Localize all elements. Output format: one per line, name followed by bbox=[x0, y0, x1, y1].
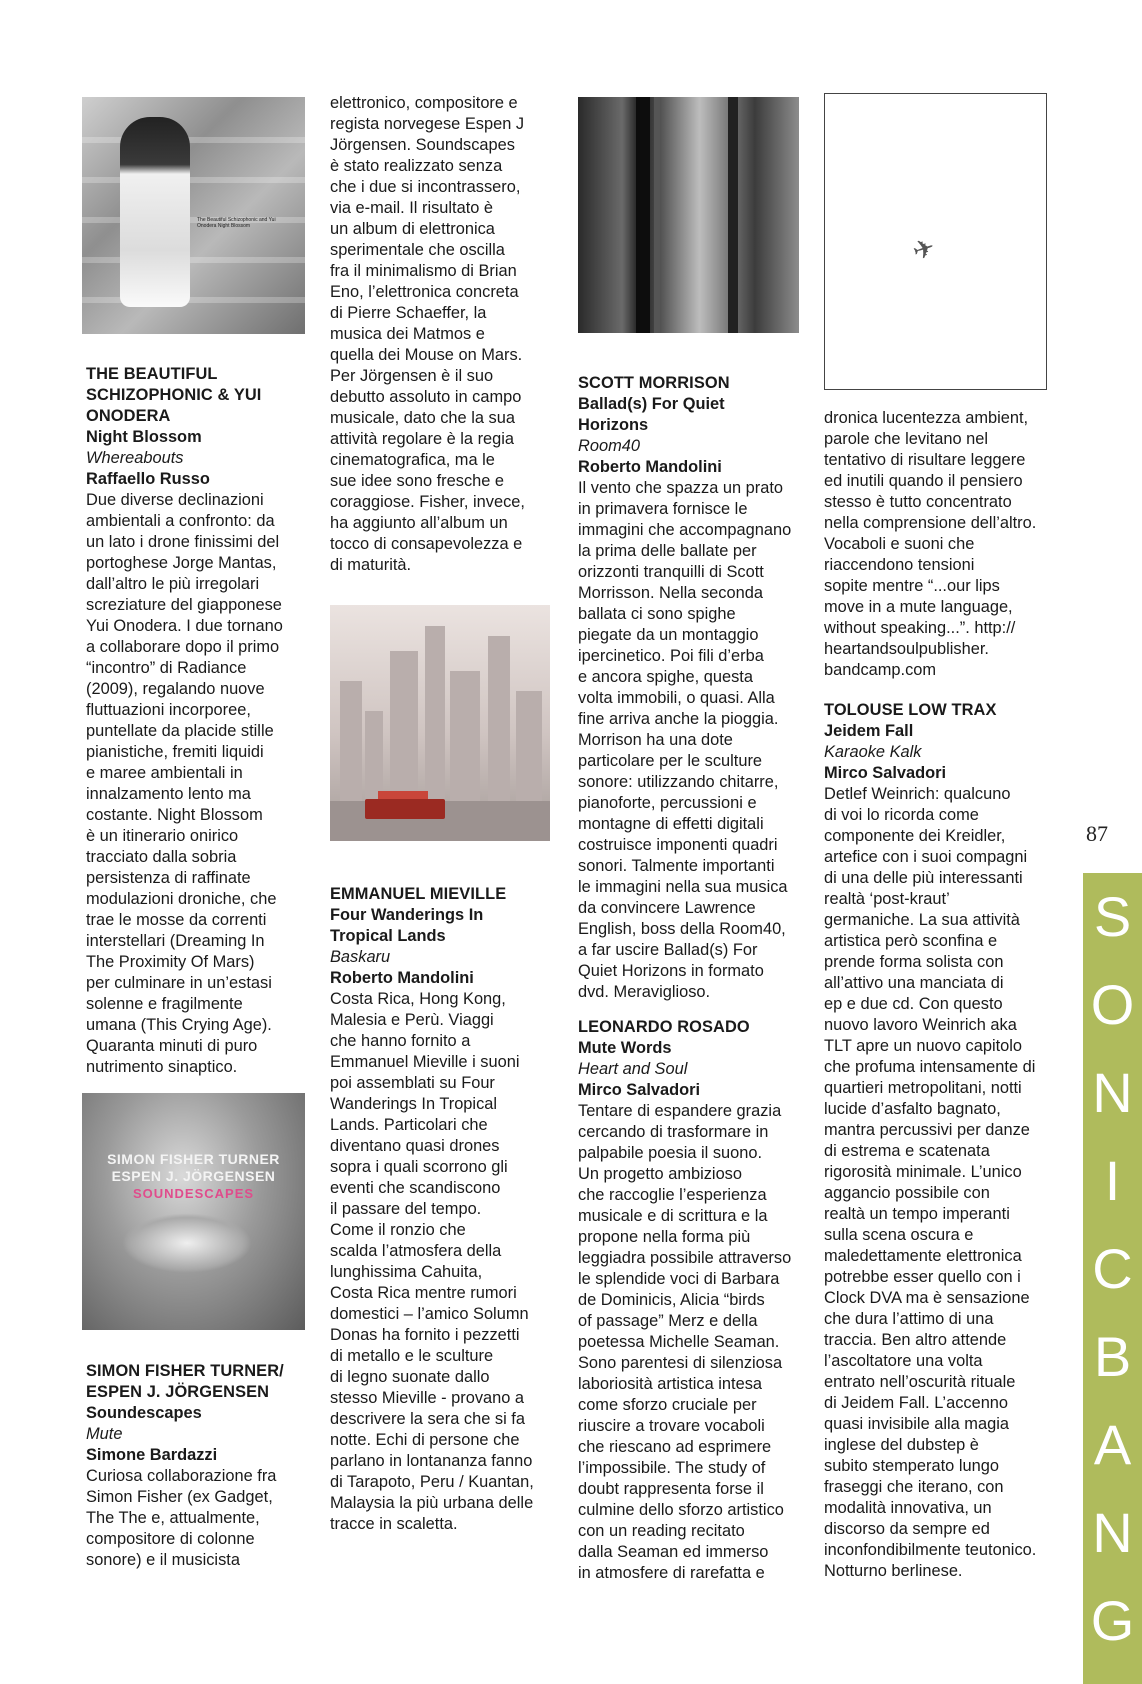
text-line: stesso è tutto concentrato bbox=[824, 493, 1012, 511]
text-line: tracce in scaletta. bbox=[330, 1515, 458, 1533]
text-line: puntellate da placide stille bbox=[86, 722, 274, 740]
text-line: tocco di consapevolezza e bbox=[330, 535, 523, 553]
review-album: Jeidem Fall bbox=[824, 722, 914, 740]
text-line: immagini che accompagnano bbox=[578, 521, 792, 539]
text-line: English, boss della Room40, bbox=[578, 920, 786, 938]
text-line: nella comprensione dell’altro. bbox=[824, 514, 1037, 532]
text-line: musicale, dato che la sua bbox=[330, 409, 515, 427]
text-line: attività regolare è la regia bbox=[330, 430, 515, 448]
text-line: Simon Fisher (ex Gadget, bbox=[86, 1488, 273, 1506]
text-line: Morrison ha una dote bbox=[578, 731, 733, 749]
text-line: modulazioni droniche, che bbox=[86, 890, 277, 908]
text-line: pianistiche, fremiti liquidi bbox=[86, 743, 264, 761]
text-line: artefice con i suoi compagni bbox=[824, 848, 1028, 866]
text-line: Un progetto ambizioso bbox=[578, 1165, 742, 1183]
text-line: riuscire a trovare vocaboli bbox=[578, 1417, 765, 1435]
text-line: discorso da sempre ed bbox=[824, 1520, 990, 1538]
text-line: ipercinetico. Poi fili d’erba bbox=[578, 647, 764, 665]
text-line: con un reading recitato bbox=[578, 1522, 745, 1540]
text-line: Costa Rica mentre rumori bbox=[330, 1284, 517, 1302]
text-line: realtà ‘post-kraut’ bbox=[824, 890, 950, 908]
review-album: Horizons bbox=[578, 416, 649, 434]
review-author: Raffaello Russo bbox=[86, 470, 210, 488]
review-album: Night Blossom bbox=[86, 428, 202, 446]
sidebar-letter: N bbox=[1092, 1501, 1133, 1564]
review-album: Mute Words bbox=[578, 1039, 672, 1057]
text-line: descrivere la sera che si fa bbox=[330, 1410, 525, 1428]
sidebar-letter: A bbox=[1093, 1413, 1132, 1476]
text-line: ha aggiunto all’album un bbox=[330, 514, 508, 532]
text-line: leggiadra possibile attraverso bbox=[578, 1249, 792, 1267]
text-line: di una delle più interessanti bbox=[824, 869, 1023, 887]
text-line: artistica però sconfina e bbox=[824, 932, 998, 950]
text-line: montagne di effetti digitali bbox=[578, 815, 764, 833]
review-author: Roberto Mandolini bbox=[578, 458, 722, 476]
text-line: inglese del dubstep è bbox=[824, 1436, 979, 1454]
text-line: di Tarapoto, Peru / Kuantan, bbox=[330, 1473, 534, 1491]
review-title: SIMON FISHER TURNER/ bbox=[86, 1362, 284, 1380]
text-line: componente dei Kreidler, bbox=[824, 827, 1006, 845]
text-line: eventi che scandiscono bbox=[330, 1179, 501, 1197]
text-line: persistenza di raffinate bbox=[86, 869, 251, 887]
text-line: screziature del giapponese bbox=[86, 596, 282, 614]
text-line: riaccendono tensioni bbox=[824, 556, 975, 574]
text-line: dall’altro le più irregolari bbox=[86, 575, 260, 593]
review-title: ONODERA bbox=[86, 407, 171, 425]
text-line: Eno, l’elettronica concreta bbox=[330, 283, 519, 301]
text-line: l’ascoltatore una volta bbox=[824, 1352, 983, 1370]
text-line: in atmosfere di rarefatta e bbox=[578, 1564, 765, 1582]
text-line: sonore) e il musicista bbox=[86, 1551, 240, 1569]
text-line: fraseggi che iterano, con bbox=[824, 1478, 1004, 1496]
text-line: dronica lucentezza ambient, bbox=[824, 409, 1029, 427]
review-album: Soundescapes bbox=[86, 1404, 202, 1422]
text-line: le splendide voci di Barbara bbox=[578, 1270, 780, 1288]
text-line: laboriosità artistica intesa bbox=[578, 1375, 763, 1393]
text-line: Quaranta minuti di puro bbox=[86, 1037, 258, 1055]
review-title: ESPEN J. JÖRGENSEN bbox=[86, 1383, 270, 1401]
review-leonardo bbox=[578, 1017, 796, 1584]
review-title: THE BEAUTIFUL bbox=[86, 365, 218, 383]
review-label: Heart and Soul bbox=[578, 1060, 688, 1078]
review-body bbox=[578, 1101, 796, 1584]
text-line: Donas ha fornito i pezzetti bbox=[330, 1326, 520, 1344]
text-line: umana (This Crying Age). bbox=[86, 1016, 272, 1034]
text-line: innalzamento lento ma bbox=[86, 785, 251, 803]
text-line: de Dominicis, Alicia “birds bbox=[578, 1291, 765, 1309]
text-line: Wanderings In Tropical bbox=[330, 1095, 498, 1113]
text-line: Lands. Particolari che bbox=[330, 1116, 488, 1134]
text-line: cinematografica, ma le bbox=[330, 451, 495, 469]
text-line: sue idee sono fresche e bbox=[330, 472, 505, 490]
text-line: ambientali a confronto: da bbox=[86, 512, 275, 530]
review-beautiful bbox=[86, 364, 304, 1078]
text-line: Detlef Weinrich: qualcuno bbox=[824, 785, 1011, 803]
text-line: e maree ambientali in bbox=[86, 764, 243, 782]
text-line: all’attivo una manciata di bbox=[824, 974, 1004, 992]
review-album: Tropical Lands bbox=[330, 927, 446, 945]
review-body bbox=[578, 478, 796, 1003]
text-line: coraggiose. Fisher, invece, bbox=[330, 493, 525, 511]
text-line: Clock DVA ma è sensazione bbox=[824, 1289, 1030, 1307]
text-line: heartandsoulpublisher. bbox=[824, 640, 989, 658]
ferry bbox=[365, 799, 445, 819]
text-line: interstellari (Dreaming In bbox=[86, 932, 265, 950]
text-line: without speaking...”. http:// bbox=[824, 619, 1016, 637]
text-line: tentativo di risultare leggere bbox=[824, 451, 1026, 469]
text-line: di estrema e scatenata bbox=[824, 1142, 990, 1160]
text-line: maledettamente elettronica bbox=[824, 1247, 1022, 1265]
text-line: lunghissima Cahuita, bbox=[330, 1263, 483, 1281]
text-line: che i due si incontrassero, bbox=[330, 178, 521, 196]
review-author: Simone Bardazzi bbox=[86, 1446, 218, 1464]
text-line: dalla Seaman ed immerso bbox=[578, 1543, 769, 1561]
text-line: compositore di colonne bbox=[86, 1530, 255, 1548]
text-line: poetessa Michelle Seaman. bbox=[578, 1333, 780, 1351]
text-line: Emmanuel Mieville i suoni bbox=[330, 1053, 520, 1071]
text-line: ed inutili quando il pensiero bbox=[824, 472, 1023, 490]
text-line: Vocaboli e suoni che bbox=[824, 535, 975, 553]
text-line: orizzonti tranquilli di Scott bbox=[578, 563, 764, 581]
text-line: elettronico, compositore e bbox=[330, 94, 518, 112]
text-line: The The e, attualmente, bbox=[86, 1509, 260, 1527]
text-line: potrebbe esser quello con i bbox=[824, 1268, 1021, 1286]
sidebar-letter: I bbox=[1104, 1149, 1121, 1212]
review-label: Baskaru bbox=[330, 948, 391, 966]
text-line: quasi invisibile alla magia bbox=[824, 1415, 1009, 1433]
review-title: TOLOUSE LOW TRAX bbox=[824, 701, 997, 719]
text-line: notte. Echi di persone che bbox=[330, 1431, 520, 1449]
text-line: a collaborare dopo il primo bbox=[86, 638, 280, 656]
text-line: culmine dello sforzo artistico bbox=[578, 1501, 784, 1519]
text-line: musicale e di scrittura e la bbox=[578, 1207, 768, 1225]
section-sidebar bbox=[1083, 873, 1142, 1684]
text-line: sperimentale che oscilla bbox=[330, 241, 505, 259]
cover-small-text: The Beautiful Schizophonic and Yui Onodera Night Blossom bbox=[197, 217, 276, 229]
text-line: Il vento che spazza un prato bbox=[578, 479, 784, 497]
text-line: bandcamp.com bbox=[824, 661, 937, 679]
text-line: Notturno berlinese. bbox=[824, 1562, 963, 1580]
review-label: Whereabouts bbox=[86, 449, 184, 467]
review-label: Room40 bbox=[578, 437, 640, 455]
review-simon bbox=[86, 1361, 304, 1571]
text-line: parlano in lontananza fanno bbox=[330, 1452, 533, 1470]
text-line: palpabile poesia il suono. bbox=[578, 1144, 763, 1162]
album-cover-night-blossom bbox=[82, 97, 305, 334]
rock-shape bbox=[122, 1213, 252, 1273]
text-line: che dura l’attimo di una bbox=[824, 1310, 994, 1328]
text-line: rigorosità minimale. L’unico bbox=[824, 1163, 1022, 1181]
text-line: Jörgensen. Soundscapes bbox=[330, 136, 515, 154]
text-line: trae le mosse da correnti bbox=[86, 911, 267, 929]
review-body bbox=[824, 784, 1042, 1582]
cover-artist-line: SIMON FISHER TURNER bbox=[107, 1151, 280, 1167]
review-simon-continued bbox=[330, 93, 548, 576]
text-line: Sono parentesi di silenziosa bbox=[578, 1354, 783, 1372]
text-line: Morrisson. Nella seconda bbox=[578, 584, 763, 602]
text-line: aggancio possibile con bbox=[824, 1184, 990, 1202]
text-line: da convincere Lawrence bbox=[578, 899, 756, 917]
text-line: che raccoglie l’esperienza bbox=[578, 1186, 767, 1204]
text-line: un album di elettronica bbox=[330, 220, 495, 238]
text-line: diventano quasi drones bbox=[330, 1137, 500, 1155]
text-line: sopite mentre “...our lips bbox=[824, 577, 1000, 595]
text-line: fine arriva anche la pioggia. bbox=[578, 710, 779, 728]
text-line: è un itinerario onirico bbox=[86, 827, 239, 845]
text-line: tracciato dalla sobria bbox=[86, 848, 237, 866]
text-line: costruisce imponenti quadri bbox=[578, 836, 778, 854]
text-line: Quiet Horizons in formato bbox=[578, 962, 764, 980]
review-tolouse bbox=[824, 700, 1042, 1582]
review-title: EMMANUEL MIEVILLE bbox=[330, 885, 507, 903]
text-line: “incontro” di Radiance bbox=[86, 659, 247, 677]
text-line: in primavera fornisce le bbox=[578, 500, 748, 518]
text-line: fra il minimalismo di Brian bbox=[330, 262, 517, 280]
review-leonardo-continued bbox=[824, 408, 1042, 681]
text-line: sulla scena oscura e bbox=[824, 1226, 974, 1244]
text-line: TLT apre un nuovo capitolo bbox=[824, 1037, 1023, 1055]
text-line: Curiosa collaborazione fra bbox=[86, 1467, 277, 1485]
text-line: propone nella forma più bbox=[578, 1228, 751, 1246]
text-line: Per Jörgensen è il suo bbox=[330, 367, 494, 385]
review-album: Ballad(s) For Quiet bbox=[578, 395, 725, 413]
text-line: ep e due cd. Con questo bbox=[824, 995, 1003, 1013]
text-line: nuovo lavoro Weinrich aka bbox=[824, 1016, 1017, 1034]
text-line: subito stemperato lungo bbox=[824, 1457, 999, 1475]
review-author: Roberto Mandolini bbox=[330, 969, 474, 987]
sidebar-letter: O bbox=[1090, 973, 1135, 1036]
text-line: solenne e fragilmente bbox=[86, 995, 243, 1013]
text-line: Malaysia la più urbana delle bbox=[330, 1494, 534, 1512]
review-album: Four Wanderings In bbox=[330, 906, 484, 924]
review-body bbox=[330, 989, 548, 1535]
cover-artist-line: ESPEN J. JÖRGENSEN bbox=[111, 1168, 276, 1184]
text-line: a far uscire Ballad(s) For bbox=[578, 941, 758, 959]
text-line: per culminare in un’estasi bbox=[86, 974, 272, 992]
text-line: The Proximity Of Mars) bbox=[86, 953, 255, 971]
text-line: domestici – l’amico Solumn bbox=[330, 1305, 529, 1323]
text-line: pianoforte, percussioni e bbox=[578, 794, 757, 812]
text-line: musica dei Matmos e bbox=[330, 325, 485, 343]
text-line: Tentare di espandere grazia bbox=[578, 1102, 782, 1120]
cover-album-title: SOUNDESCAPES bbox=[132, 1186, 255, 1201]
text-line: cercando di trasformare in bbox=[578, 1123, 769, 1141]
text-line: quartieri metropolitani, notti bbox=[824, 1079, 1022, 1097]
text-line: doubt rappresenta forse il bbox=[578, 1480, 764, 1498]
text-line: la prima delle ballate per bbox=[578, 542, 757, 560]
review-body bbox=[330, 93, 548, 576]
text-line: è stato realizzato senza bbox=[330, 157, 503, 175]
review-body bbox=[86, 490, 304, 1078]
text-line: di voi lo ricorda come bbox=[824, 806, 979, 824]
text-line: il passare del tempo. bbox=[330, 1200, 482, 1218]
text-line: stesso Mieville - provano a bbox=[330, 1389, 525, 1407]
text-line: debutto assoluto in campo bbox=[330, 388, 522, 406]
text-line: regista norvegese Espen J bbox=[330, 115, 525, 133]
text-line: germaniche. La sua attività bbox=[824, 911, 1020, 929]
review-label: Mute bbox=[86, 1425, 123, 1443]
text-line: dvd. Meraviglioso. bbox=[578, 983, 711, 1001]
text-line: un lato i drone finissimi del bbox=[86, 533, 280, 551]
sidebar-letter: B bbox=[1093, 1325, 1132, 1388]
sidebar-letter: C bbox=[1092, 1237, 1133, 1300]
text-line: ballata ci sono spighe bbox=[578, 605, 736, 623]
text-line: sonori. Talmente importanti bbox=[578, 857, 775, 875]
text-line: sonore: utilizzando chitarre, bbox=[578, 773, 779, 791]
review-title: LEONARDO ROSADO bbox=[578, 1018, 750, 1036]
text-line: portoghese Jorge Mantas, bbox=[86, 554, 277, 572]
text-line: nutrimento sinaptico. bbox=[86, 1058, 238, 1076]
text-line: fluttuazioni incorporee, bbox=[86, 701, 251, 719]
text-line: realtà un tempo imperanti bbox=[824, 1205, 1010, 1223]
text-line: di metallo e le sculture bbox=[330, 1347, 494, 1365]
text-line: sopra i quali scorrono gli bbox=[330, 1158, 508, 1176]
sidebar-letter: G bbox=[1090, 1589, 1135, 1652]
text-line: inconfondibilmente teutonico. bbox=[824, 1541, 1037, 1559]
text-line: lucide d’asfalto bagnato, bbox=[824, 1100, 1001, 1118]
text-line: scalda l’atmosfera della bbox=[330, 1242, 502, 1260]
sidebar-letter: S bbox=[1093, 885, 1132, 948]
text-line: quella dei Mouse on Mars. bbox=[330, 346, 523, 364]
text-line: di legno suonate dallo bbox=[330, 1368, 490, 1386]
review-body bbox=[86, 1466, 304, 1571]
text-line: e ancora spighe, questa bbox=[578, 668, 753, 686]
bird-icon: ✈ bbox=[908, 231, 939, 267]
album-cover-ballads bbox=[578, 97, 799, 333]
sidebar-letter: N bbox=[1092, 1061, 1133, 1124]
text-line: Come il ronzio che bbox=[330, 1221, 466, 1239]
review-scott bbox=[578, 373, 796, 1003]
review-label: Karaoke Kalk bbox=[824, 743, 922, 761]
review-body bbox=[824, 408, 1042, 681]
album-cover-four-wanderings bbox=[330, 605, 550, 841]
review-author: Mirco Salvadori bbox=[578, 1081, 701, 1099]
text-line: traccia. Ben altro attende bbox=[824, 1331, 1007, 1349]
text-line: di maturità. bbox=[330, 556, 412, 574]
text-line: move in a mute language, bbox=[824, 598, 1013, 616]
woman-figure bbox=[120, 117, 190, 307]
text-line: modalità innovativa, un bbox=[824, 1499, 992, 1517]
text-line: che hanno fornito a bbox=[330, 1032, 471, 1050]
page-number: 87 bbox=[1086, 821, 1108, 846]
text-line: particolare per le sculture bbox=[578, 752, 763, 770]
review-emmanuel bbox=[330, 884, 548, 1535]
text-line: (2009), regalando nuove bbox=[86, 680, 265, 698]
text-line: piegate da un montaggio bbox=[578, 626, 759, 644]
text-line: come sforzo cruciale per bbox=[578, 1396, 757, 1414]
text-line: che profuma intensamente di bbox=[824, 1058, 1036, 1076]
text-line: costante. Night Blossom bbox=[86, 806, 263, 824]
text-line: mantra percussivi per danze bbox=[824, 1121, 1030, 1139]
text-line: poi assemblati su Four bbox=[330, 1074, 495, 1092]
text-line: che riescano ad esprimere bbox=[578, 1438, 772, 1456]
text-line: prende forma solista con bbox=[824, 953, 1004, 971]
text-line: di Pierre Schaeffer, la bbox=[330, 304, 487, 322]
text-line: l’impossibile. The study of bbox=[578, 1459, 766, 1477]
review-author: Mirco Salvadori bbox=[824, 764, 947, 782]
text-line: Due diverse declinazioni bbox=[86, 491, 264, 509]
review-title: SCHIZOPHONIC & YUI bbox=[86, 386, 262, 404]
text-line: entrato nell’oscurità rituale bbox=[824, 1373, 1016, 1391]
text-line: parole che levitano nel bbox=[824, 430, 989, 448]
text-line: di Jeidem Fall. L’accenno bbox=[824, 1394, 1009, 1412]
text-line: of passage” Merz e della bbox=[578, 1312, 758, 1330]
review-title: SCOTT MORRISON bbox=[578, 374, 730, 392]
text-line: volta immobili, o quasi. Alla bbox=[578, 689, 775, 707]
album-cover-mute-words bbox=[824, 93, 1047, 390]
text-line: Yui Onodera. I due tornano bbox=[86, 617, 283, 635]
text-line: le immagini nella sua musica bbox=[578, 878, 788, 896]
text-line: Malesia e Perù. Viaggi bbox=[330, 1011, 494, 1029]
text-line: via e-mail. Il risultato è bbox=[330, 199, 494, 217]
album-cover-soundescapes bbox=[82, 1093, 305, 1330]
text-line: Costa Rica, Hong Kong, bbox=[330, 990, 506, 1008]
